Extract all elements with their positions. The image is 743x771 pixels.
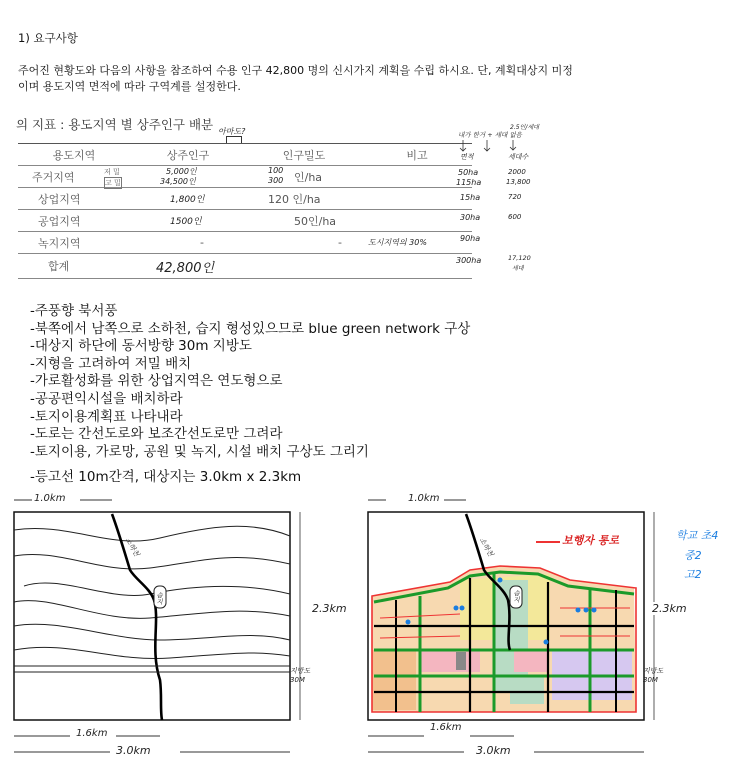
left-bottom-dim2: 3.0km: [116, 744, 151, 757]
bullet-2: -북쪽에서 남쪽으로 소하천, 습지 형성있으므로 blue green network 구상: [30, 320, 471, 337]
th-zone: 용도지역: [18, 144, 130, 166]
total-label: 합계: [18, 254, 130, 279]
right-bottom-dim1: 1.6km: [430, 722, 462, 733]
side-head2: 내가 한거 + 세대 없음: [458, 131, 522, 139]
bracket-mark: [226, 136, 242, 143]
res-unit: 인/ha: [294, 171, 323, 184]
row-green: [18, 232, 472, 254]
res-pop1: 5,000인: [166, 167, 197, 176]
bullet-8: -도로는 간선도로와 보조간선도로만 그려라: [30, 426, 283, 443]
intro-line-2: 이며 용도지역 면적에 따라 구역계를 설정한다.: [18, 80, 241, 93]
green-den: -: [246, 232, 362, 254]
site-map-existing: [0, 490, 330, 770]
ind-pop: 1500인: [130, 210, 246, 232]
bullet-7: -토지이용계획표 나타내라: [30, 408, 183, 425]
side-area-0: 50ha: [458, 168, 479, 177]
school-note-3: 고2: [684, 568, 702, 581]
right-wetland-label: 습지: [512, 590, 520, 603]
table-header-row: [18, 144, 472, 166]
intro-line-1: 주어진 현황도와 다음의 사항을 참조하여 수용 인구 42,800 명의 신시가지 계획을 수립 하시요. 단, 계획대상지 미정: [18, 64, 573, 77]
res-label: 주거지역: [32, 170, 75, 184]
left-stream-label: 소하천: [123, 536, 141, 558]
left-wetland-label: 습지: [155, 592, 163, 605]
ind-label: 공업지역: [18, 210, 130, 232]
right-right-dim: 2.3km: [652, 602, 687, 615]
left-road-label: 지방도 30M: [290, 667, 311, 684]
side-area-2: 15ha: [460, 193, 481, 202]
row-industrial: [18, 210, 472, 232]
side-area-4: 90ha: [460, 234, 481, 243]
bullet-9: -토지이용, 가로망, 공원 및 녹지, 시설 배치 구상도 그리기: [30, 443, 369, 460]
side-area-5: 300ha: [456, 256, 482, 265]
left-right-dim: 2.3km: [312, 602, 347, 615]
bullet-5: -가로활성화를 위한 상업지역은 연도형으로: [30, 373, 283, 390]
side-col2: 세대수: [508, 153, 529, 161]
table-note-top: 아마도?: [218, 127, 246, 136]
contour-note: -등고선 10m간격, 대상지는 3.0km x 2.3km: [30, 469, 302, 486]
res-pop2: 34,500인: [160, 177, 196, 186]
row-commercial: [18, 188, 472, 210]
green-note: 도시지역의 30%: [362, 232, 472, 254]
bullet-1: -주풍향 북서풍: [30, 303, 118, 319]
right-bottom-dim2: 3.0km: [476, 744, 511, 757]
population-table: [18, 143, 472, 279]
res-den2: 300: [268, 176, 284, 185]
table-title: 의 지표 : 용도지역 별 상주인구 배분: [16, 117, 214, 132]
th-density: 인구밀도: [246, 144, 362, 166]
bullet-3: -대상지 하단에 동서방향 30m 지방도: [30, 338, 252, 355]
bullet-4: -지형을 고려하여 저밀 배치: [30, 355, 192, 372]
school-note-1: 학교 초4: [676, 529, 719, 542]
section-heading: 1) 요구사항: [18, 31, 78, 45]
ind-den: 50인/ha: [246, 210, 362, 232]
side-hh-5: 17,120: [508, 254, 531, 262]
com-den: 120 인/ha: [246, 188, 362, 210]
requirements-list: [30, 303, 470, 487]
side-hh-2: 720: [508, 193, 522, 201]
right-stream-label: 소하천: [477, 536, 495, 558]
left-top-dim: 1.0km: [34, 493, 66, 504]
green-label: 녹지지역: [18, 232, 130, 254]
com-pop: 1,800인: [130, 188, 246, 210]
com-label: 상업지역: [18, 188, 130, 210]
side-hh-1: 13,800: [506, 178, 531, 186]
side-col1: 면적: [460, 153, 474, 161]
total-pop: 42,800인: [130, 254, 246, 279]
th-pop: 상주인구: [130, 144, 246, 166]
legend-pedestrian: 보행자 통로: [562, 534, 619, 547]
res-sub1: 저 밀: [104, 168, 120, 176]
side-head1: 2.5인/세대: [510, 124, 539, 131]
side-arrows: [455, 138, 535, 154]
res-sub2: 고 밀: [105, 179, 121, 187]
left-bottom-dim1: 1.6km: [76, 728, 108, 739]
res-den1: 100: [268, 166, 284, 175]
side-hh-0: 2000: [508, 168, 526, 176]
th-note: 비고: [362, 144, 472, 166]
bullet-6: -공공편익시설을 배치하라: [30, 390, 183, 407]
side-area-1: 115ha: [456, 178, 482, 187]
right-top-dim: 1.0km: [408, 493, 440, 504]
school-note-2: 중2: [684, 549, 702, 562]
row-total: [18, 254, 472, 279]
row-residential: [18, 166, 472, 188]
green-pop: -: [130, 232, 246, 254]
side-total-unit: 세대: [512, 265, 524, 272]
right-road-label: 지방도 30M: [643, 667, 664, 684]
side-hh-3: 600: [508, 213, 522, 221]
side-area-3: 30ha: [460, 213, 481, 222]
